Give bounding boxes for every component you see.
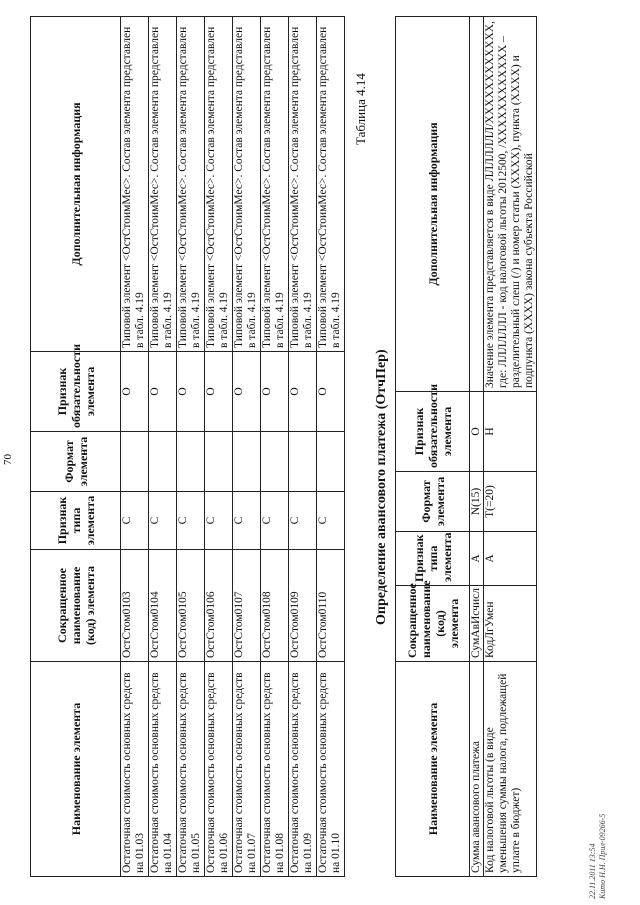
stamp-line: 22.11.2011 13:54: [588, 843, 597, 899]
cell-name: Остаточная стоимость основных средств на 01.07: [233, 662, 261, 877]
table-row: [205, 17, 233, 877]
cell-name: Остаточная стоимость основных средств на 01.05: [177, 662, 205, 877]
cell-type: А: [484, 532, 537, 586]
cell-info: Типовой элемент <ОстСтоимМес>. Состав элемента представлен в табл. 4.19: [205, 17, 233, 352]
cell-format: N(15): [470, 472, 484, 532]
cell-code: ОстСтом0105: [177, 550, 205, 662]
cell-required: О: [205, 352, 233, 432]
cell-info: Типовой элемент <ОстСтоимМес>. Состав элемента представлен в табл. 4.19: [121, 17, 149, 352]
header-info: Дополнительная информация: [396, 17, 470, 392]
cell-required: Н: [484, 392, 537, 472]
cell-type: С: [289, 492, 317, 550]
cell-name: Остаточная стоимость основных средств на 01.03: [121, 662, 149, 877]
cell-name: Остаточная стоимость основных средств на 01.09: [289, 662, 317, 877]
stamp-line: Кито Н.Н. Прил-09266-5: [598, 813, 607, 899]
table-header-row: [396, 17, 470, 877]
cell-name: Остаточная стоимость основных средств на 01.06: [205, 662, 233, 877]
header-code: Сокращенное наименование (код) элемента: [31, 550, 121, 662]
table-row: [261, 17, 289, 877]
cell-required: О: [289, 352, 317, 432]
table1-body: [121, 17, 345, 877]
cell-code: СумАвИсчисл: [470, 586, 484, 662]
cell-type: С: [121, 492, 149, 550]
cell-required: О: [149, 352, 177, 432]
cell-format: [149, 432, 177, 492]
cell-required: О: [233, 352, 261, 432]
cell-code: КодЛгУмен: [484, 586, 537, 662]
document-stamp: [588, 814, 608, 899]
header-type: Признак типа элемента: [31, 492, 121, 550]
cell-code: ОстСтом0104: [149, 550, 177, 662]
cell-required: О: [121, 352, 149, 432]
cell-code: ОстСтом0108: [261, 550, 289, 662]
cell-type: А: [470, 532, 484, 586]
cell-type: С: [317, 492, 345, 550]
cell-format: [177, 432, 205, 492]
table-row: [289, 17, 317, 877]
cell-code: ОстСтом0107: [233, 550, 261, 662]
cell-type: С: [177, 492, 205, 550]
cell-required: О: [317, 352, 345, 432]
cell-format: [233, 432, 261, 492]
page-number: 70: [2, 454, 14, 465]
cell-info: Типовой элемент <ОстСтоимМес>. Состав элемента представлен в табл. 4.19: [177, 17, 205, 352]
cell-code: ОстСтом0103: [121, 550, 149, 662]
cell-info: Типовой элемент <ОстСтоимМес>. Состав элемента представлен в табл. 4.19: [233, 17, 261, 352]
table2-body: [470, 17, 537, 877]
table-row: [317, 17, 345, 877]
table-row: [484, 17, 537, 877]
header-required: Признак обязательности элемента: [31, 352, 121, 432]
header-format: Формат элемента: [396, 472, 470, 532]
header-required: Признак обязательности элемента: [396, 392, 470, 472]
cell-name: Остаточная стоимость основных средств на 01.10: [317, 662, 345, 877]
advance-payment-table: [395, 16, 537, 877]
cell-required: О: [470, 392, 484, 472]
cell-name: Остаточная стоимость основных средств на 01.08: [261, 662, 289, 877]
cell-code: ОстСтом0109: [289, 550, 317, 662]
header-type: Признак типа элемента: [396, 532, 470, 586]
cell-format: [289, 432, 317, 492]
header-format: Формат элемента: [31, 432, 121, 492]
cell-info: Значение элемента представляется в виде ЛЛЛЛЛЛЛ/XXXXXXXXXXXX, где: ЛЛЛЛЛЛЛ - код налоговой льготы 2012500, /XXXXXXXXXXXX – разделительный слеш (/) и номер статьи (XXXX), пункта (XXXX) и подпункта (XXXX) закона субъекта Российской: [484, 17, 537, 392]
cell-type: С: [149, 492, 177, 550]
table-label: Таблица 4.14: [353, 73, 368, 145]
table-row: [149, 17, 177, 877]
cell-name: Сумма авансового платежа: [470, 662, 484, 877]
table-row: [177, 17, 205, 877]
cell-type: С: [233, 492, 261, 550]
cell-format: Т(=20): [484, 472, 537, 532]
cell-info: Типовой элемент <ОстСтоимМес>. Состав элемента представлен в табл. 4.19: [149, 17, 177, 352]
cell-required: О: [261, 352, 289, 432]
header-info: Дополнительная информация: [31, 17, 121, 352]
header-name: Наименование элемента: [396, 662, 470, 877]
cell-code: ОстСтом0110: [317, 550, 345, 662]
table-row: [121, 17, 149, 877]
cell-info: [470, 17, 484, 392]
cell-code: ОстСтом0106: [205, 550, 233, 662]
cell-format: [317, 432, 345, 492]
cell-type: С: [205, 492, 233, 550]
cell-info: Типовой элемент <ОстСтоимМес>. Состав элемента представлен в табл. 4.19: [317, 17, 345, 352]
cell-format: [121, 432, 149, 492]
elements-table-continued: [30, 16, 345, 877]
cell-format: [261, 432, 289, 492]
section-title: Определение авансового платежа (ОтчПер): [374, 349, 389, 625]
cell-name: Код налоговой льготы (в виде уменьшения суммы налога, подлежащей уплате в бюджет): [484, 662, 537, 877]
table-header-row: [31, 17, 121, 877]
header-name: Наименование элемента: [31, 662, 121, 877]
table-row: [233, 17, 261, 877]
cell-info: Типовой элемент <ОстСтоимМес>. Состав элемента представлен в табл. 4.19: [261, 17, 289, 352]
cell-required: О: [177, 352, 205, 432]
cell-type: С: [261, 492, 289, 550]
cell-name: Остаточная стоимость основных средств на 01.04: [149, 662, 177, 877]
header-code: Сокращенное наименование (код) элемента: [396, 586, 470, 662]
cell-info: Типовой элемент <ОстСтоимМес>. Состав элемента представлен в табл. 4.19: [289, 17, 317, 352]
table-row: [470, 17, 484, 877]
cell-format: [205, 432, 233, 492]
